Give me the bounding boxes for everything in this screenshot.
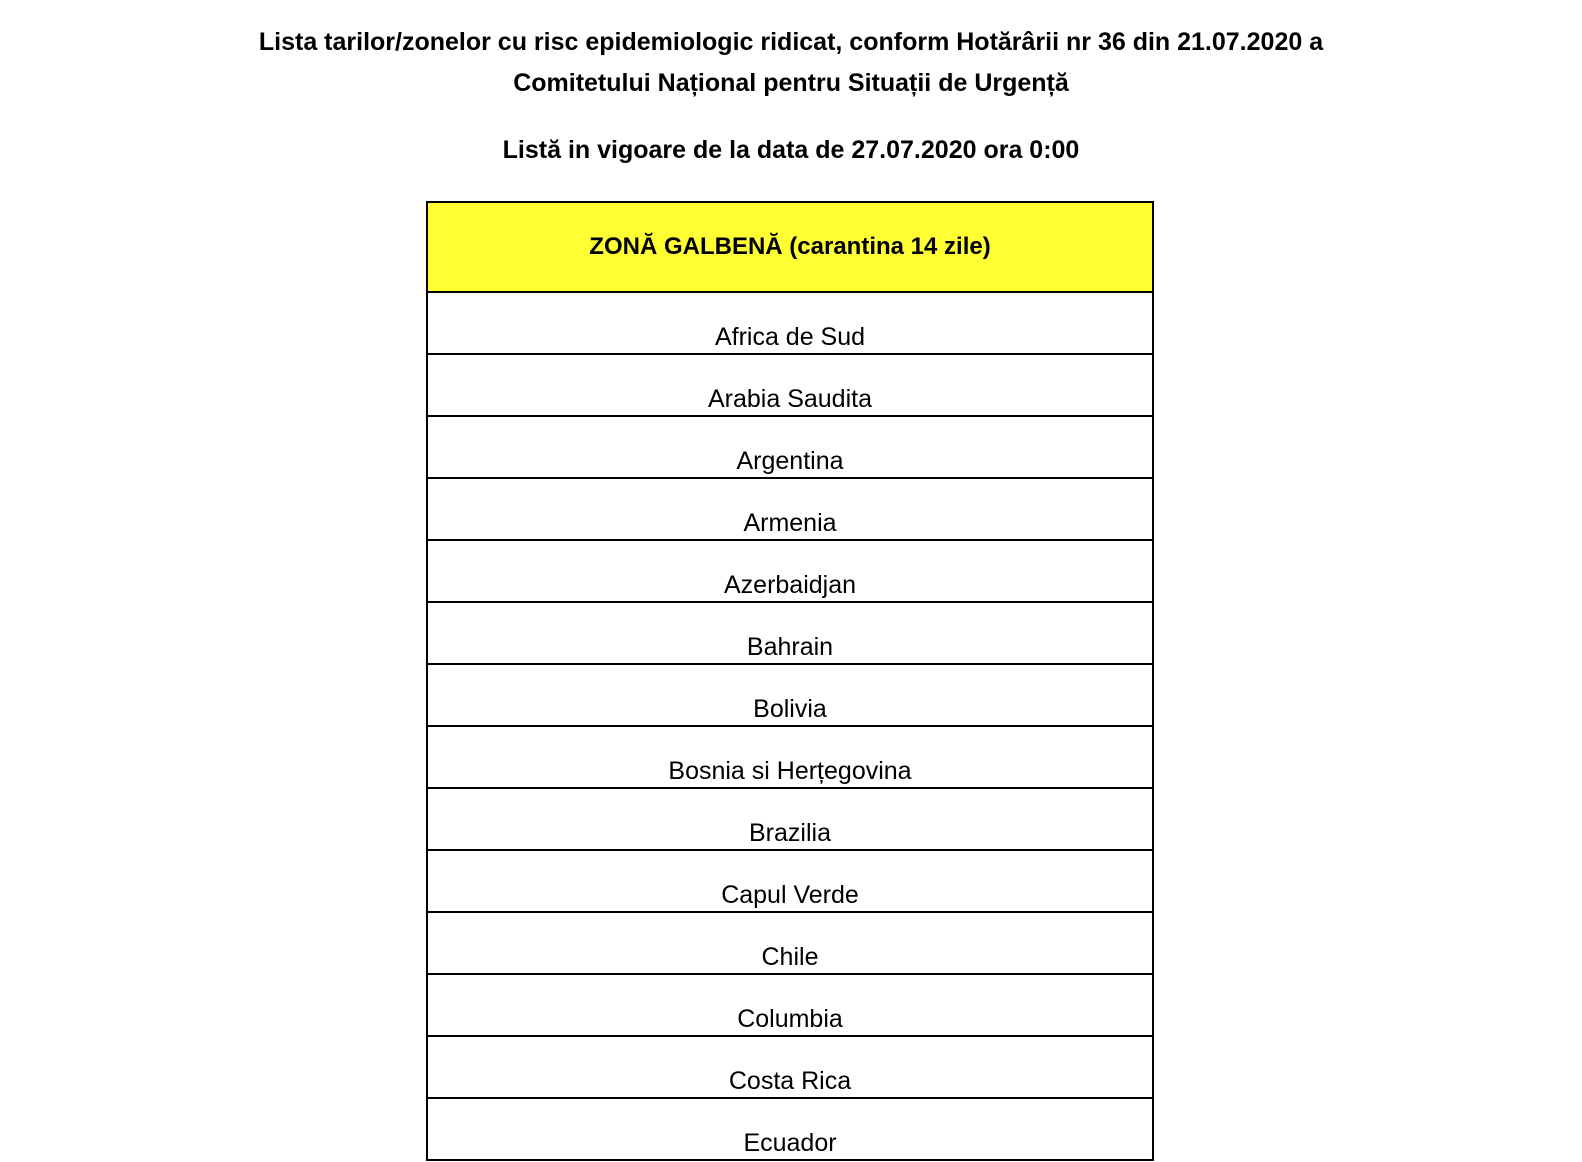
table-row (428, 417, 1152, 479)
document-title (0, 22, 1582, 104)
country-name: Capul Verde (721, 881, 859, 909)
table-header: ZONĂ GALBENĂ (carantina 14 zile) (428, 203, 1152, 293)
validity-subtitle: Listă in vigoare de la data de 27.07.2020 ora 0:00 (502, 136, 1080, 164)
country-name: Argentina (736, 447, 844, 475)
table-row (428, 975, 1152, 1037)
table-row (428, 665, 1152, 727)
country-name: Costa Rica (728, 1067, 852, 1095)
country-name: Chile (761, 943, 819, 971)
country-name: Brazilia (749, 819, 831, 847)
country-name: Azerbaidjan (723, 571, 857, 599)
table-row (428, 913, 1152, 975)
table-row (428, 851, 1152, 913)
country-name: Bosnia si Herțegovina (668, 757, 912, 785)
table-row (428, 293, 1152, 355)
table-row (428, 603, 1152, 665)
table-row (428, 727, 1152, 789)
table-row (428, 1099, 1152, 1161)
title-line-2: Comitetului Național pentru Situații de Urgență (513, 69, 1069, 97)
country-name: Africa de Sud (714, 323, 866, 351)
country-name: Armenia (743, 509, 837, 537)
table-row (428, 355, 1152, 417)
table-row (428, 1037, 1152, 1099)
country-name: Columbia (737, 1005, 843, 1033)
country-name: Arabia Saudita (707, 385, 872, 413)
country-name: Bolivia (753, 695, 827, 723)
table-row (428, 789, 1152, 851)
country-name: Ecuador (743, 1129, 837, 1157)
table-row (428, 541, 1152, 603)
yellow-zone-table (426, 201, 1154, 1161)
table-row (428, 479, 1152, 541)
title-line-1: Lista tarilor/zonelor cu risc epidemiologic ridicat, conform Hotărârii nr 36 din 21.07.2020 a (258, 28, 1324, 56)
country-name: Bahrain (746, 633, 834, 661)
